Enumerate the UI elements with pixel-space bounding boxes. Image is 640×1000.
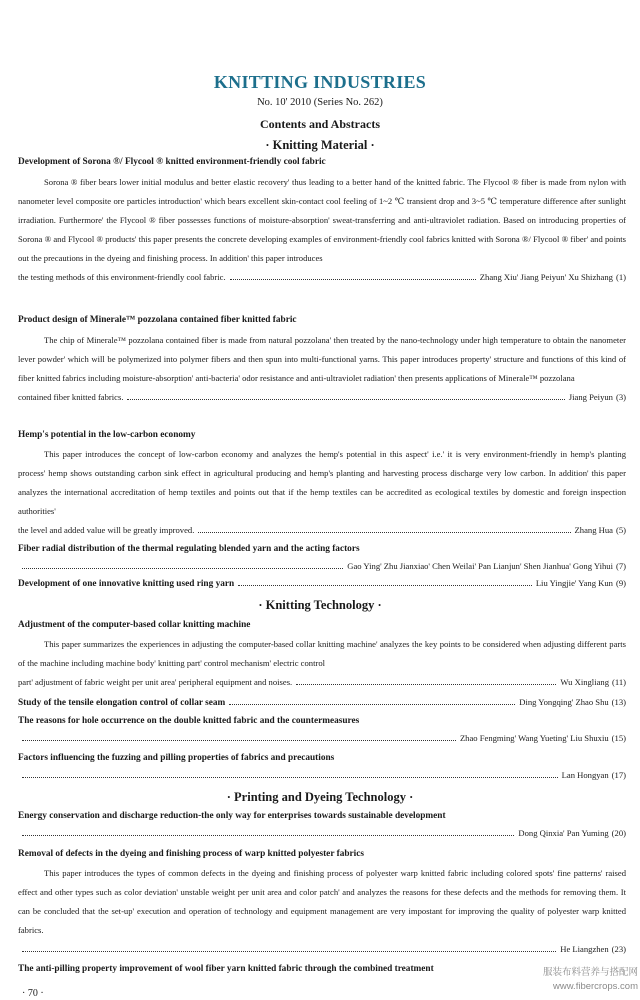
- abstract-last-text: the level and added value will be greatly improved.: [18, 525, 195, 535]
- leader-dots: [127, 399, 564, 400]
- entry-leader-line: [18, 697, 626, 713]
- watermark-line: 服装布料营养与搭配网: [542, 967, 638, 978]
- leader-dots: [22, 740, 456, 741]
- entry-leader-line: [18, 828, 626, 844]
- issue-number: No. 10' 2010 (Series No. 262): [257, 97, 383, 108]
- abstract-text: The chip of Minerale™ pozzolana contained fiber is made from natural pozzolana' then treated by the nano-technology under high temperature to obtain the nanometer lever powder' which will be polymerized into polymer fibers and then spun into multi-functional yarns. This paper introduces property' structure and functions of this kind of fiber knitted fabrics including moisture-absorption' anti-bacteria' odor resistance and anti-ultraviolet radiation' then presents applications of Minerale™ pozzolana: [18, 335, 626, 383]
- entry-title: Study of the tensile elongation control of collar seam: [18, 698, 226, 708]
- entry-authors: Lan Hongyan: [561, 770, 609, 780]
- entry-page-number: (9): [615, 578, 626, 588]
- section-heading-printing-dyeing: · Printing and Dyeing Technology ·: [226, 790, 414, 804]
- entry-abstract: [18, 635, 626, 692]
- entry-authors: Zhang Xiu' Jiang Peiyun' Xu Shizhang: [479, 272, 613, 282]
- leader-dots: [22, 777, 558, 778]
- leader-dots: [22, 951, 556, 952]
- leader-dots: [22, 835, 514, 836]
- entry-title: Factors influencing the fuzzing and pilling properties of fabrics and precautions: [18, 753, 335, 763]
- entry-page-number: (11): [612, 677, 626, 687]
- abstract-last-text: contained fiber knitted fabrics.: [18, 392, 124, 402]
- entry-authors: Dong Qinxia' Pan Yuming: [518, 828, 609, 838]
- entry-title: Development of one innovative knitting used ring yarn: [18, 579, 235, 589]
- abstract-last-text: the testing methods of this environment-friendly cool fabric.: [18, 272, 226, 282]
- entry-abstract: [18, 173, 626, 287]
- leader-dots: [22, 568, 343, 569]
- section-heading-knitting-technology: · Knitting Technology ·: [258, 598, 382, 612]
- entry-authors: Zhang Hua: [574, 525, 613, 535]
- entry-abstract: [18, 445, 626, 540]
- entry-authors: Ding Yongqing' Zhao Shu: [519, 697, 609, 707]
- entry-authors: Zhao Fengming' Wang Yueting' Liu Shuxiu: [459, 733, 609, 743]
- contents-heading: Contents and Abstracts: [259, 117, 380, 131]
- entry-title: Removal of defects in the dyeing and finishing process of warp knitted polyester fabrics: [18, 849, 364, 859]
- entry-page-number: (7): [615, 561, 626, 571]
- leader-dots: [198, 532, 570, 533]
- abstract-text: This paper summarizes the experiences in adjusting the computer-based collar knitting machine' analyzes the key points to be considered when adjusting different parts of the machine including machine body' knitting part' control mechanism' electric control: [18, 639, 626, 668]
- entry-title: Hemp's potential in the low-carbon economy: [18, 430, 196, 440]
- entry-authors: Liu Yingjie' Yang Kun: [535, 578, 613, 588]
- abstract-last-line: [18, 940, 626, 959]
- entry-page-number: (15): [611, 733, 626, 743]
- abstract-text: This paper introduces the types of common defects in the dyeing and finishing process of polyester warp knitted fabric including colored spots' fine patterns' raised effect and other types such as color deviation' unstable weight per unit area and color patch' and analyzes the reasons for these defects and the methods for removing them. It can be concluded that the set-up' execution and operation of technology and equipment management are very impostant for improving the quality of polyester warp knitted fabrics.: [18, 868, 626, 935]
- leader-dots: [238, 585, 532, 586]
- entry-authors: He Liangzhen: [560, 944, 609, 954]
- entry-title: The reasons for hole occurrence on the double knitted fabric and the countermeasures: [18, 716, 360, 726]
- entry-title: Development of Sorona ®/ Flycool ® knitted environment-friendly cool fabric: [18, 157, 326, 167]
- section-heading-knitting-material: · Knitting Material ·: [265, 138, 375, 152]
- leader-dots: [230, 279, 476, 280]
- entry-authors: Gao Ying' Zhu Jianxiao' Chen Weilai' Pan Lianjun' Shen Jianhua' Gong Yihui: [347, 561, 613, 571]
- entry-authors: Jiang Peiyun: [568, 392, 613, 402]
- watermark-line: www.fibercrops.com: [553, 981, 638, 992]
- abstract-last-text: part' adjustment of fabric weight per unit area' peripheral equipment and noises.: [18, 677, 293, 687]
- entry-leader-line: [18, 578, 626, 594]
- entry-title: Adjustment of the computer-based collar knitting machine: [18, 620, 251, 630]
- watermark: [468, 966, 638, 994]
- abstract-text: Sorona ® fiber bears lower initial modulus and better elastic recovery' thus leading to a better hand of the knitted fabric. The Flycool ® fiber is made from nylon with nanometer level composite ore particles introduction' which bears excellent skin-contact cool feeling of 1~2 ℃ transient drop and 3~5 ℃ temperature difference after sunlight irradiation. Furthermore' the Flycool ® fiber possesses functions of moisture-absorption' sweat-transferring and anti-ultraviolet radiation. Based on introducing properties of Sorona ® and Flycool ® products' this paper presents the concrete developing examples of environment-friendly cool fabrics knitted with Sorona ®/ Flycool ® fiber' and points out the precautions in the dyeing and finishing process. In addition' this paper introduces: [18, 177, 626, 263]
- entry-page-number: (17): [611, 770, 626, 780]
- abstract-text: This paper introduces the concept of low-carbon economy and analyzes the hemp's potential in this aspect' i.e.' it is very environment-friendly in hemp's planting process' hemp shows outstanding carbon sink effect in agricultural producing and hemp's planting and harvesting process discharge very low carbon. In addition' this paper analyzes the international accreditation of hemp textiles and points out that if the hemp textiles can be accredited as ecological textiles by domestic and foreign inspection authorities': [18, 449, 626, 516]
- entry-page-number: (13): [611, 697, 626, 707]
- entry-page-number: (1): [615, 272, 626, 282]
- journal-title: KNITTING INDUSTRIES: [213, 72, 427, 92]
- entry-title: Product design of Minerale™ pozzolana contained fiber knitted fabric: [18, 315, 297, 325]
- leader-dots: [229, 704, 515, 705]
- entry-abstract: [18, 331, 626, 407]
- abstract-last-line: [18, 673, 626, 692]
- page-number: · 70 ·: [22, 988, 44, 999]
- entry-title: Fiber radial distribution of the thermal regulating blended yarn and the acting factors: [18, 544, 360, 554]
- abstract-last-line: [18, 521, 626, 540]
- entry-title: The anti-pilling property improvement of wool fiber yarn knitted fabric through the combined treatment: [18, 964, 434, 974]
- entry-page-number: (23): [611, 944, 626, 954]
- leader-dots: [296, 684, 556, 685]
- abstract-last-line: [18, 268, 626, 287]
- entry-title: Energy conservation and discharge reduction-the only way for enterprises towards sustainable development: [18, 811, 446, 821]
- entry-authors: Wu Xingliang: [560, 677, 609, 687]
- entry-leader-line: [18, 733, 626, 749]
- abstract-last-line: [18, 388, 626, 407]
- entry-leader-line: [18, 561, 626, 577]
- entry-page-number: (5): [615, 525, 626, 535]
- entry-page-number: (20): [611, 828, 626, 838]
- entry-leader-line: [18, 770, 626, 786]
- entry-page-number: (3): [615, 392, 626, 402]
- entry-abstract: [18, 864, 626, 959]
